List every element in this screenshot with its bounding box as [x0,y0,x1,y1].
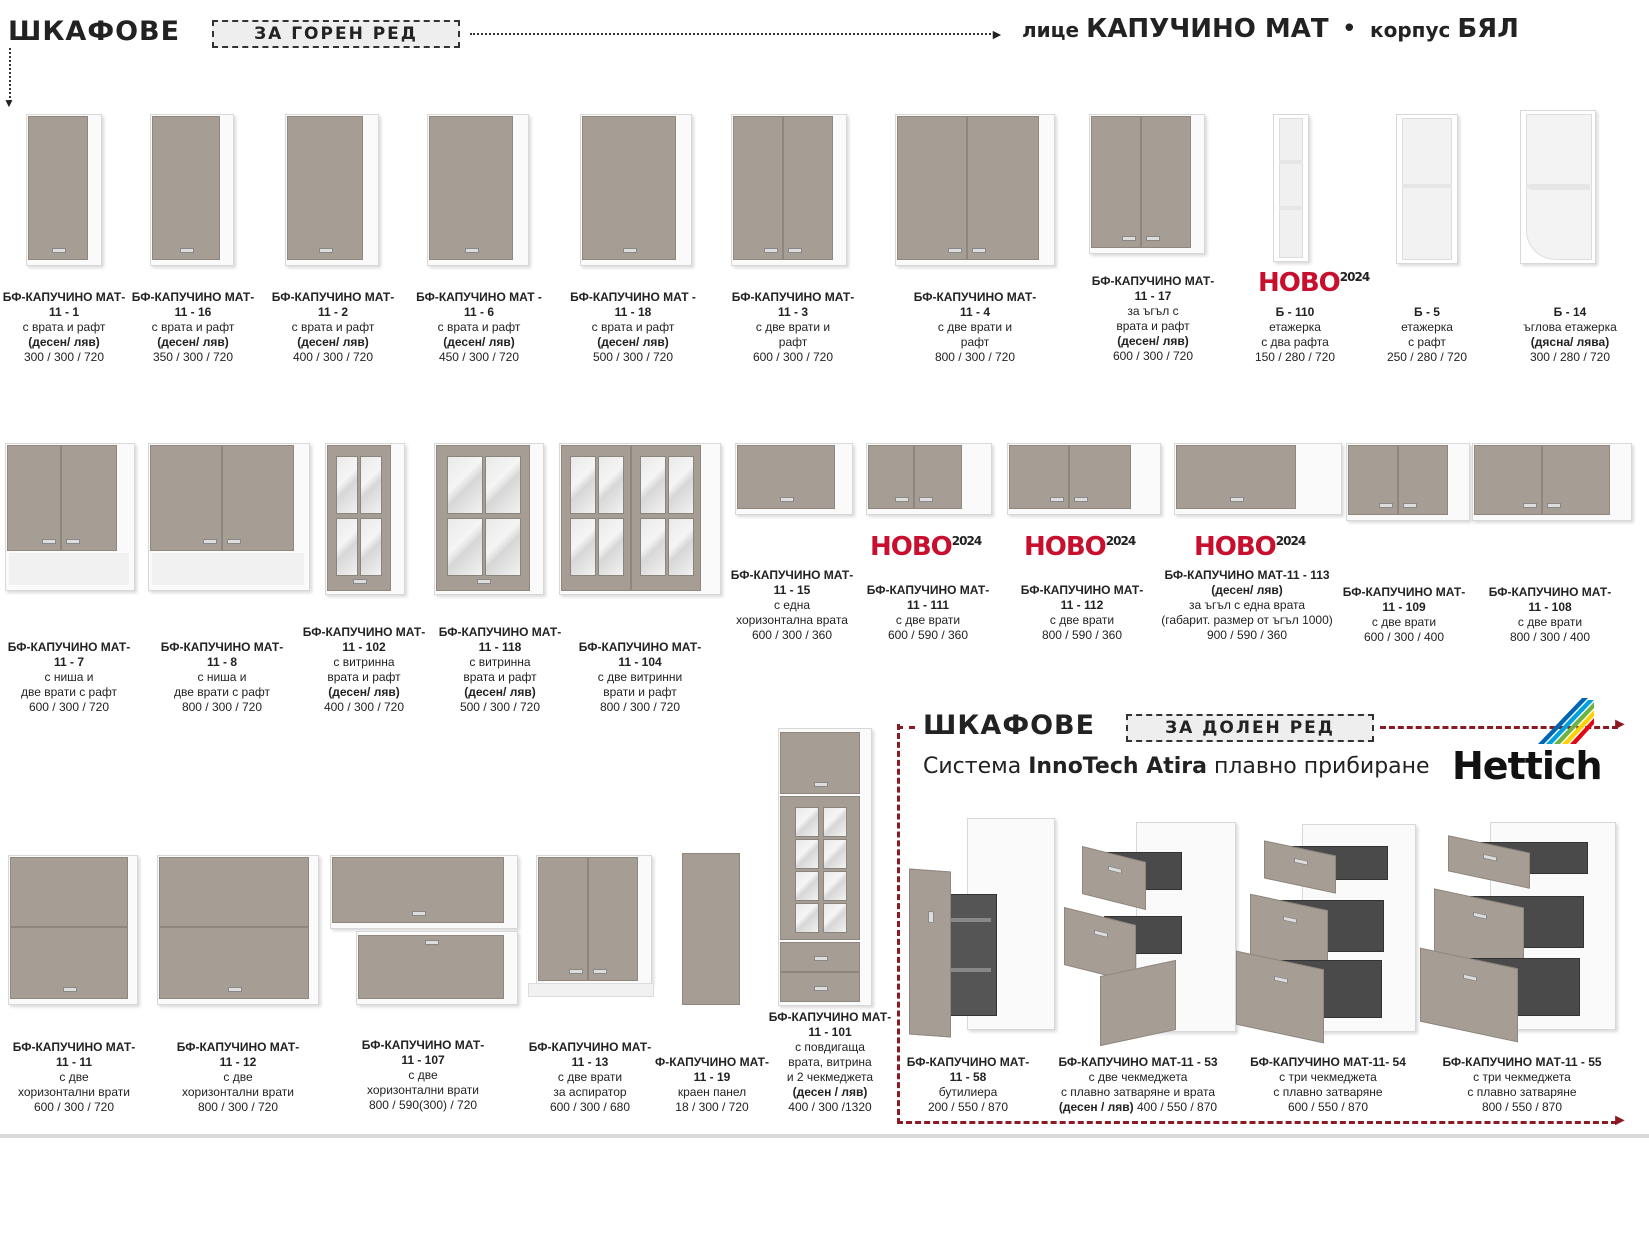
cabinet-image-11-13 [528,855,654,1000]
label-11-11: БФ-КАПУЧИНО МАТ- 11 - 11 с две хоризонтални врати 600 / 300 / 720 [12,1040,136,1114]
label-11-53: БФ-КАПУЧИНО МАТ-11 - 53 с две чекмеджета с плавно затваряне и врата (десен / ляв) 400 / 550 / 870 [1058,1055,1218,1114]
cabinet-image-11-4 [895,114,1055,266]
label-11-55: БФ-КАПУЧИНО МАТ-11 - 55 с три чекмеджета с плавно затваряне 800 / 550 / 870 [1442,1055,1602,1114]
header-down-line [9,48,11,102]
label-11-109: БФ-КАПУЧИНО МАТ- 11 - 109 с две врати 600 / 300 / 400 [1342,585,1466,644]
label-11-102: БФ-КАПУЧИНО МАТ- 11 - 102 с витринна врата и рафт (десен/ ляв) 400 / 300 / 720 [302,625,426,714]
finish-label: лице [1022,18,1080,42]
label-11-3: БФ-КАПУЧИНО МАТ- 11 - 3 с две врати и рафт 600 / 300 / 720 [731,290,855,364]
label-11-17: БФ-КАПУЧИНО МАТ- 11 - 17 за ъгъл с врата и рафт (десен/ ляв) 600 / 300 / 720 [1091,274,1215,363]
cabinet-image-11-6 [427,114,529,266]
cabinet-image-11-113 [1174,443,1342,517]
section-tag-upper: ЗА ГОРЕН РЕД [212,20,460,48]
shelf-unit-image-b-110 [1273,114,1311,264]
cabinet-image-11-109 [1346,443,1470,523]
cabinet-image-11-102 [325,443,405,595]
lower-section-top-line [897,726,915,729]
label-11-58: БФ-КАПУЧИНО МАТ- 11 - 58 бутилиера 200 / 550 / 870 [906,1055,1030,1114]
cabinet-image-11-104 [559,443,721,595]
lower-section-bottom-arrow: ► [1612,1112,1628,1129]
shelf-unit-image-b-5 [1396,114,1460,266]
page-bottom-divider [0,1134,1649,1138]
bullet: • [1341,14,1358,44]
cabinet-image-11-16 [150,114,234,266]
label-11-16: БФ-КАПУЧИНО МАТ- 11 - 16 с врата и рафт (десен/ ляв) 350 / 300 / 720 [131,290,255,364]
label-11-53-side: (десен / ляв) [1058,1100,1134,1114]
label-11-12: БФ-КАПУЧИНО МАТ- 11 - 12 с две хоризонтални врати 800 / 300 / 720 [176,1040,300,1114]
cabinet-image-11-111 [866,443,992,517]
label-11-1: БФ-КАПУЧИНО МАТ- 11 - 1 с врата и рафт (десен/ ляв) 300 / 300 / 720 [2,290,126,364]
label-b-14: Б - 14 ъглова етажерка (дясна/ лява) 300 / 280 / 720 [1523,305,1617,364]
new-badge-11-113: $НОВО^{2024}$ [1194,532,1306,562]
cabinet-image-11-54 [1232,820,1418,1042]
cabinet-image-11-101 [778,728,874,1008]
body-value: БЯЛ [1457,14,1519,44]
hettich-stripes-icon [1538,698,1594,744]
header-arrow-head: ► [990,26,1004,42]
label-11-104: БФ-КАПУЧИНО МАТ- 11 - 104 с две витринни врати и рафт 800 / 300 / 720 [578,640,702,714]
new-badge-11-112: $НОВО^{2024}$ [1024,532,1136,562]
cabinet-image-11-11 [8,855,138,1007]
body-label: корпус [1370,18,1451,42]
cabinet-image-11-1 [26,114,102,266]
cabinet-image-11-3 [731,114,847,266]
label-b-5: Б - 5 етажерка с рафт 250 / 280 / 720 [1386,305,1468,364]
panel-image-11-19 [682,853,742,1006]
cabinet-image-11-2 [285,114,379,266]
label-11-18: БФ-КАПУЧИНО МАТ - 11 - 18 с врата и рафт (десен/ ляв) 500 / 300 / 720 [570,290,696,364]
label-11-108: БФ-КАПУЧИНО МАТ- 11 - 108 с две врати 800 / 300 / 400 [1488,585,1612,644]
header-down-arrow: ▼ [3,96,15,110]
label-11-54: БФ-КАПУЧИНО МАТ-11- 54 с три чекмеджета с плавно затваряне 600 / 550 / 870 [1250,1055,1406,1114]
cabinet-image-11-18 [580,114,692,266]
label-11-112: БФ-КАПУЧИНО МАТ- 11 - 112 с две врати 800 / 590 / 360 [1020,583,1144,642]
cabinet-image-11-58 [905,818,1057,1040]
hettich-system-line: Система InnoTech Atira плавно прибиране [923,754,1430,779]
cabinet-image-11-118 [434,443,544,595]
cabinet-image-11-15 [735,443,853,517]
section-tag-lower: ЗА ДОЛЕН РЕД [1126,714,1374,742]
label-11-101: БФ-КАПУЧИНО МАТ- 11 - 101 с повдигаща врата, витрина и 2 чекмеджета (десен / ляв) 400 / 300 /1320 [768,1010,892,1114]
label-11-2: БФ-КАПУЧИНО МАТ- 11 - 2 с врата и рафт (десен/ ляв) 400 / 300 / 720 [271,290,395,364]
cabinet-image-11-8 [148,443,310,593]
cabinet-image-11-112 [1007,443,1161,517]
new-badge-11-111: $НОВО^{2024}$ [870,532,982,562]
cabinet-image-11-55 [1418,818,1618,1040]
label-11-15: БФ-КАПУЧИНО МАТ- 11 - 15 с една хоризонтална врата 600 / 300 / 360 [730,568,854,642]
cabinet-image-11-17 [1089,114,1205,256]
label-11-53-size: 400 / 550 / 870 [1137,1100,1218,1114]
label-11-113: БФ-КАПУЧИНО МАТ-11 - 113 (десен/ ляв) за ъгъл с една врата (габарит. размер от ъгъл 1000) 900 / 590 / 360 [1161,568,1333,642]
hettich-logo: Hettich [1452,744,1602,788]
lower-section-bottom-line [897,1121,1617,1124]
label-11-19: Ф-КАПУЧИНО МАТ- 11 - 19 краен панел 18 / 300 / 720 [655,1055,769,1114]
cabinet-image-11-53 [1060,818,1238,1040]
cabinet-image-11-12 [157,855,319,1007]
header-arrow-line [470,33,995,35]
shelf-unit-image-b-14 [1520,110,1598,266]
finish-value: КАПУЧИНО МАТ [1086,14,1329,44]
label-b-110: Б - 110 етажерка с два рафта 150 / 280 / 720 [1254,305,1336,364]
label-11-7: БФ-КАПУЧИНО МАТ- 11 - 7 с ниша и две врати с рафт 600 / 300 / 720 [7,640,131,714]
section-title-upper: ШКАФОВЕ [8,16,181,47]
label-11-13: БФ-КАПУЧИНО МАТ- 11 - 13 с две врати за аспиратор 600 / 300 / 680 [528,1040,652,1114]
cabinet-image-11-107 [330,855,520,1007]
cabinet-image-11-108 [1472,443,1632,523]
header-finish-info [1022,14,1519,44]
new-badge-b-110: $НОВО^{2024}$ [1258,268,1370,298]
cabinet-image-11-7 [5,443,135,593]
label-11-6: БФ-КАПУЧИНО МАТ - 11 - 6 с врата и рафт (десен/ ляв) 450 / 300 / 720 [416,290,542,364]
section-title-lower: ШКАФОВЕ [923,710,1096,741]
label-11-107: БФ-КАПУЧИНО МАТ- 11 - 107 с две хоризонтални врати 800 / 590(300) / 720 [361,1038,485,1112]
label-11-4: БФ-КАПУЧИНО МАТ- 11 - 4 с две врати и рафт 800 / 300 / 720 [913,290,1037,364]
lower-section-arrow: ► [1612,716,1628,733]
label-11-118: БФ-КАПУЧИНО МАТ- 11 - 118 с витринна врата и рафт (десен/ ляв) 500 / 300 / 720 [438,625,562,714]
label-11-111: БФ-КАПУЧИНО МАТ- 11 - 111 с две врати 600 / 590 / 360 [866,583,990,642]
label-11-8: БФ-КАПУЧИНО МАТ- 11 - 8 с ниша и две врати с рафт 800 / 300 / 720 [160,640,284,714]
